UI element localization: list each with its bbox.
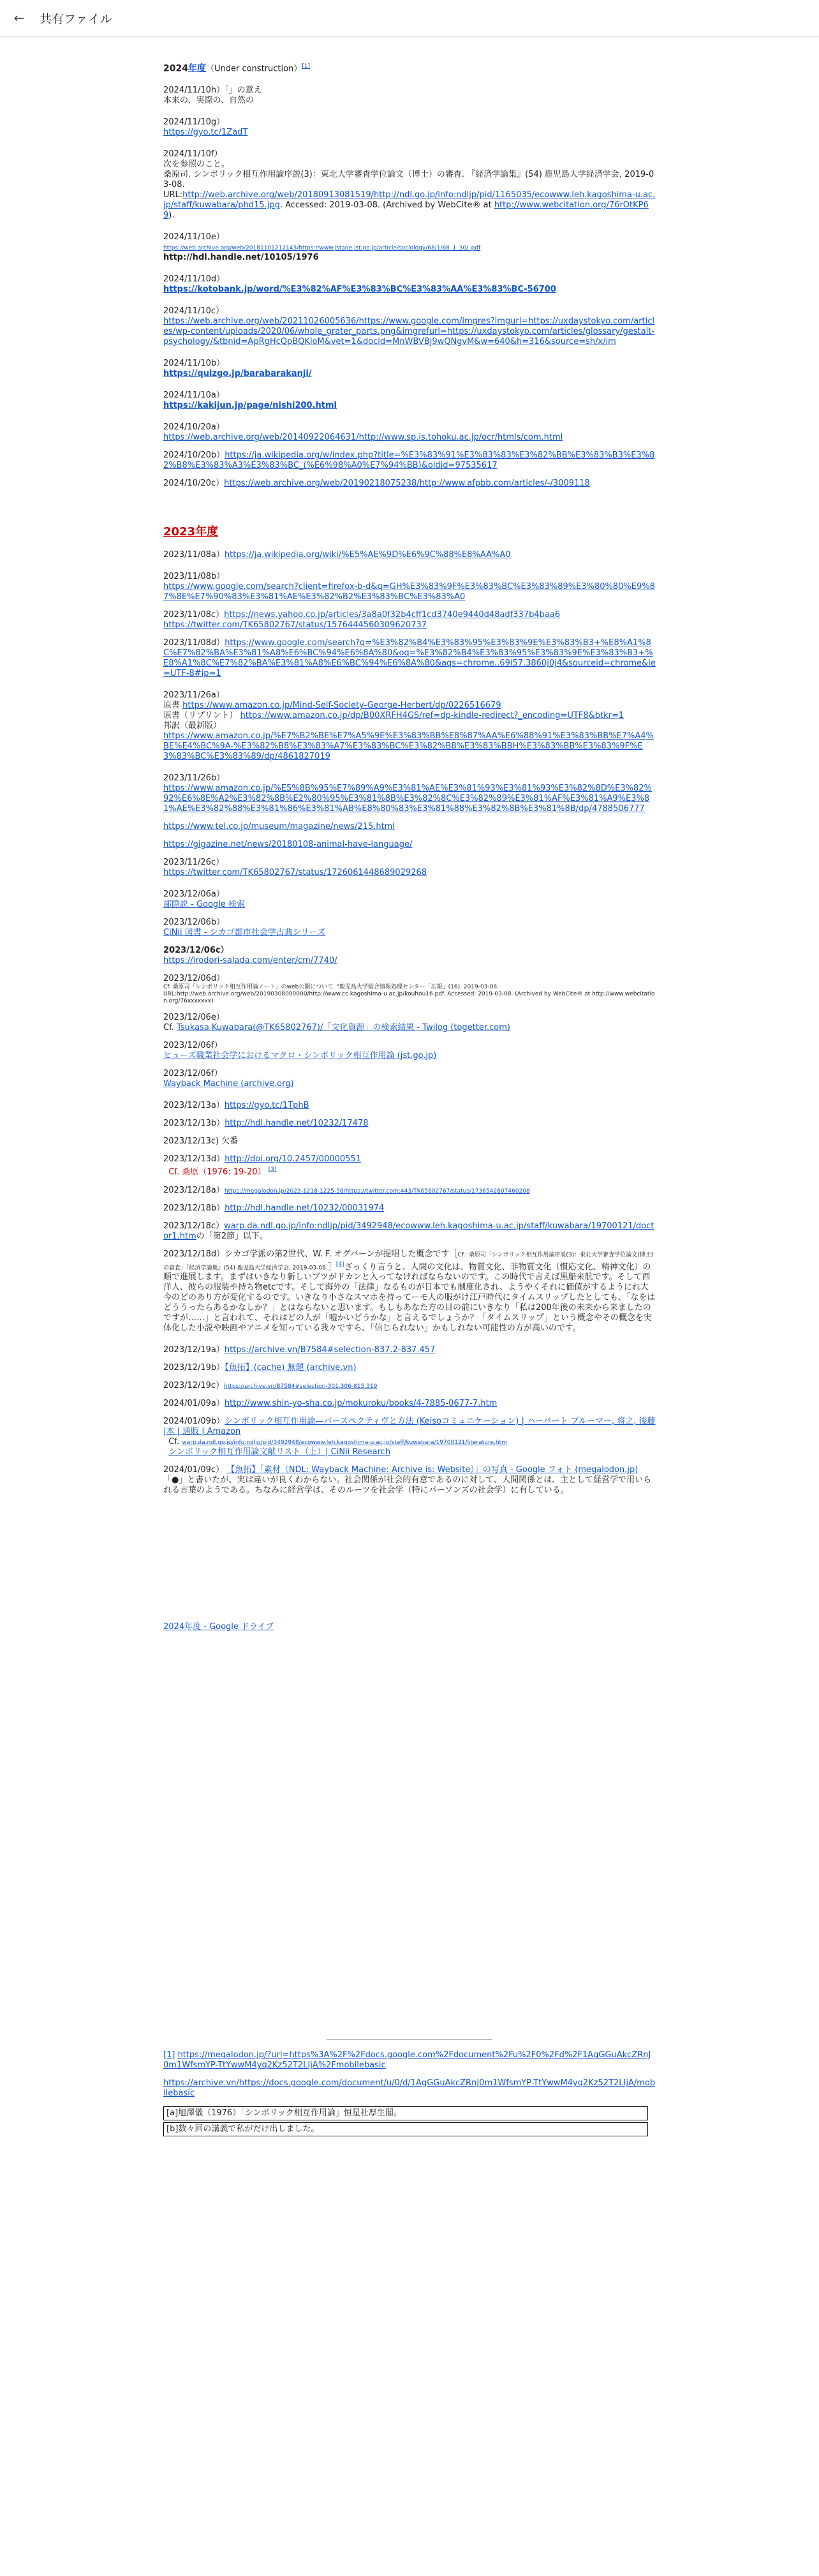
entry-link[interactable]: warp.da.ndl.go.jp/info:ndljp/pid/3492948/ecowww.leh.kagoshima-u.ac.jp/staff/kuwabara/19700121/doctor1.htm	[163, 1221, 654, 1241]
entry-2024-01-09b	[163, 1417, 656, 1457]
entry-link[interactable]: シンボリック相互作用論文献リスト（上）| CiNii Research	[168, 1447, 391, 1457]
entry-date: 2023/12/06f）	[163, 1041, 223, 1051]
entry-2023-12-06a	[163, 890, 656, 910]
footnote-ref[interactable]: [1]	[302, 63, 311, 70]
entry-date: 2023/12/06d）	[163, 974, 225, 984]
entry-date: 2023/12/06c）	[163, 946, 229, 956]
entry-2023-12-06f-2	[163, 1069, 656, 1089]
entry-2024-10-20a	[163, 422, 656, 443]
entry-2023-11-08a	[163, 550, 656, 560]
cf-label: Cf.	[163, 1023, 174, 1033]
entry-link[interactable]: https://gyo.tc/1ZadT	[163, 128, 248, 138]
document-body	[163, 61, 656, 2138]
entry-date: 2024/10/20a）	[163, 422, 225, 433]
drive-link-row	[163, 1622, 656, 1632]
entry-2024-11-10f	[163, 149, 656, 221]
heading-nendo-link[interactable]: 年度	[188, 63, 206, 74]
entry-date: 2023/11/08d）	[163, 638, 225, 648]
entry-link-tel	[163, 822, 656, 832]
entry-date: 2023/12/06f）	[163, 1069, 223, 1079]
entry-link[interactable]: シンボリック相互作用論—パースペクティヴと方法 (Keisoコミュニケーション) | ハーバート ブルーマー, 将之, 後藤 |本 | 通販 | Amazon	[163, 1416, 656, 1436]
entry-2023-11-26b	[163, 773, 656, 814]
entry-link-gigazine	[163, 840, 656, 850]
entry-2023-12-06f	[163, 1041, 656, 1061]
comment-box[interactable]: [a]旭澤儀（1976）「シンボリック相互作用論」恒星社厚生閣。	[163, 2106, 648, 2120]
entry-2024-11-10c	[163, 306, 656, 347]
entry-2023-12-18b	[163, 1203, 656, 1214]
entry-link[interactable]: https://www.google.com/search?client=firefox-b-d&q=GH%E3%83%9F%E3%83%BC%E3%83%89%E3%80%80%E9%87%8E%E7%90%83%E3%81%AE%E3%82%B2%E3%83%BC%E3%83%A0	[163, 582, 655, 602]
entry-2023-12-13c	[163, 1136, 656, 1147]
entry-date: 2023/11/26b）	[163, 773, 225, 784]
footnote-ref[interactable]: [4]	[336, 1261, 344, 1268]
entry-link[interactable]: https://kotobank.jp/word/%E3%82%AF%E3%83%BC%E3%83%AA%E3%83%BC-56700	[163, 285, 556, 295]
page-title: 共有ファイル	[40, 12, 112, 26]
entry-text: の「第2節」以下。	[196, 1231, 268, 1241]
entry-2023-12-06d	[163, 974, 656, 1005]
blank-gap	[163, 1507, 656, 1622]
entry-label: 邦訳（最新版）	[163, 721, 222, 731]
entry-link[interactable]: https://www.amazon.co.jp/dp/B00XRFH4GS/ref=dp-kindle-redirect?_encoding=UTF8&btkr=1	[240, 711, 624, 721]
entry-link[interactable]: https://twitter.com/TK65802767/status/1576444560309620737	[163, 620, 427, 630]
entry-citation: Cf. 桑原司「シンボリック相互作用論ノート」のweb公開について. "鹿児島大学総合情報処理センター「広報」(16). 2019-03-08.	[163, 984, 499, 991]
entry-date: 2024/11/10f）	[163, 149, 223, 160]
entry-link[interactable]: https://web.archive.org/web/20140922064631/http://www.sp.is.tohoku.ac.jp/ocr/htmls/com.html	[163, 433, 563, 443]
entry-2023-11-08b	[163, 572, 656, 602]
entry-link[interactable]: CiNii 図書 - シカゴ都市社会学古典シリーズ	[163, 928, 326, 938]
entry-link[interactable]: http://hdl.handle.net/10232/17478	[225, 1119, 369, 1129]
entry-date: 2024/11/10b）	[163, 359, 225, 369]
entry-2024-11-10e: 2024/11/10e） https://web.archive.org/web/20181101212143/https://www.jstage.jst.go.jp/article/sociology/68/1/68_1_30/_pdf http://hdl.handle.net/10105/1976	[163, 232, 656, 263]
entry-text: 2024/11/10h）「」の意え	[163, 86, 262, 96]
entry-date: 2024/11/10c）	[163, 306, 225, 316]
entry-2023-12-13b	[163, 1119, 656, 1129]
entry-link[interactable]: https://www.google.com/search?q=%E3%82%B4%E3%83%95%E3%83%9E%E3%83%B3+%E8%A1%8C%E7%82%BA%E3%81%A8%E6%BC%94%E6%8A%80&oq=%E3%82%B4%E3%83%95%E3%83%9E%E3%83%B3+%E8%A1%8C%E7%82%BA%E3%81%A8%E6%BC%94%E6%8A%80&aqs=chrome..69i57.3860j0j4&sourceid=chrome&ie=UTF-8#ip=1	[163, 638, 656, 679]
entry-label: 原書（リプリント）	[163, 711, 238, 721]
entry-date: 2023/12/13b）	[163, 1119, 225, 1129]
entry-link[interactable]: https://news.yahoo.co.jp/articles/3a8a0f32b4cff1cd3740e9440d48adf337b4baa6	[224, 610, 561, 620]
entry-link[interactable]: https://gyo.tc/1TphB	[224, 1101, 309, 1111]
entry-date: 2023/12/18b）	[163, 1203, 225, 1213]
entry-link[interactable]: https://archive.vn/B7584#selection-837.2-837.457	[224, 1344, 436, 1355]
section-heading-2023: 2023年度	[163, 525, 219, 539]
footnote-divider	[327, 2039, 492, 2040]
entry-2024-01-09c	[163, 1465, 656, 1496]
entry-text: 次を参照のこと。	[163, 160, 230, 170]
comment-box[interactable]: [b]数々回の講義で私がだけ出しました。	[163, 2122, 648, 2136]
entry-2023-11-26c	[163, 858, 656, 878]
entry-link[interactable]: http://www.shin-yo-sha.co.jp/mokuroku/books/4-7885-0677-7.htm	[224, 1398, 498, 1408]
footnote-link[interactable]: https://megalodon.jp/?url=https%3A%2F%2Fdocs.google.com%2Fdocument%2Fu%2F0%2Fd%2F1AgGGuAkcZRnJ0m1WfsmYP-TtYwwM4yq2Kz52T2LIjA%2Fmobilebasic	[163, 2050, 651, 2070]
entry-2023-12-18d: 2023/12/18d）シカゴ学派の第2世代、W. F. オグバーンが提唱した概念です［Cf.: 桑原司「シンボリック相互作用論序説(3)：東北大学審査学位論文(博士)の審査」『経済学論集』(54) 鹿児島大学経済学会, 2019-03-08.］[4]ざっくり言うと、人間の文化は、物質文化、非物質文化（慣応文化、精神文化）の順で進展します。まずはいきなり新しいブツがドカンと入ってなければならないのです。この時代で言えば黒船来航です。そして西洋人、彼らの服装や持ち物etcです。そして海外の「法律」なるものが日本でも制度化され、ようやくそれに価値がするようにれ大今のどのあり方が変化するのです。いきなり小さなスマホを持ってーモ人の服がけ江戸時代にタイムスリップしたとしても、「なをはどううったらあるかなしか？」とはならないと思います。もしもあなた方の目の前にいきなり「私は200年後の未来から来ましたのですが……」と言われて、それはどの人が「嘘かいどうかな」と言えるでしょうか？「タイムスリップ」という概念やその概念を実体化した小説や映画やアニメを知っている我々ですら、「信じられない」かもしれない可能性の方が高いのです。	[163, 1249, 656, 1333]
entry-date: 2023/12/18d）	[163, 1249, 225, 1259]
entry-2023-12-19c	[163, 1381, 656, 1391]
entry-label: 原書	[163, 701, 181, 711]
entry-date: 2023/12/18c）	[163, 1221, 225, 1231]
entry-link-small[interactable]: https://archive.vn/B7584#selection-301.306-815.319	[224, 1383, 378, 1390]
entry-link[interactable]: http://www.webcitation.org/76rOtKP69	[163, 200, 649, 221]
entry-link[interactable]: 【魚拓】「素材（NDL: Wayback Machine: Archive is: Website）」の写真 - Google フォト (megalodon.jp)	[226, 1464, 638, 1475]
entry-2023-11-08c	[163, 610, 656, 630]
entry-link[interactable]: ヒューズ職業社会学におけるマクロ・シンボリック相互作用論 (jst.go.jp)	[163, 1051, 437, 1061]
entry-date: 2023/12/06a）	[163, 890, 225, 900]
entry-2024-01-09a	[163, 1399, 656, 1409]
entry-date: 2023/12/06b）	[163, 918, 225, 928]
entry-date: 2024/01/09c）	[163, 1464, 225, 1475]
entry-link[interactable]: https://twitter.com/TK65802767/status/1726061448689029268	[163, 868, 427, 878]
heading-note: （Under construction）	[205, 64, 302, 74]
entry-paragraph: ざっくり言うと、人間の文化は、物質文化、非物質文化（慣応文化、精神文化）の順で進展します。まずはいきなり新しいブツがドカンと入ってなければならないのです。この時代で言えば黒船来航です。そして西洋人、彼らの服装や持ち物etcです。そして海外の「法律」なるものが日本でも制度化され、ようやくそれに価値がするようにれ大今のどのあり方が変化するのです。いきなり小さなスマホを持ってーモ人の服がけ江戸時代にタイムスリップしたとしても、「なをはどううったらあるかなしか？」とはならないと思います。もしもあなた方の目の前にいきなり「私は200年後の未来から来ましたのですが……」と言われて、それはどの人が「嘘かいどうかな」と言えるでしょうか？「タイムスリップ」という概念やその概念を実体化した小説や映画やアニメを知っている我々ですら、「信じられない」かもしれない可能性の方が高いのです。	[163, 1262, 656, 1333]
entry-link[interactable]: https://www.tel.co.jp/museum/magazine/news/215.html	[163, 822, 395, 832]
entry-2024-11-10a	[163, 391, 656, 411]
top-bar	[0, 0, 819, 36]
entry-date: 2024/11/10d）	[163, 274, 225, 285]
entry-link[interactable]: 【魚拓】(cache) 無題 (archive.vn)	[225, 1362, 357, 1373]
entry-2024-10-20b	[163, 450, 656, 471]
entry-2023-12-19b	[163, 1363, 656, 1373]
back-arrow-icon[interactable]: ←	[13, 10, 25, 26]
entry-link[interactable]: https://web.archive.org/web/20190218075238/http://www.afpbb.com/articles/-/3009118	[224, 479, 590, 489]
footnote-link[interactable]: https://archive.vn/https://docs.google.com/document/u/0/d/1AgGGuAkcZRnJ0m1WfsmYP-TtYwwM4yq2Kz52T2LIjA/mobilebasic	[163, 2078, 656, 2098]
entry-link-bold[interactable]: http://hdl.handle.net/10105/1976	[163, 253, 319, 263]
entry-link[interactable]: https://www.amazon.co.jp/%E5%8B%95%E7%89%A9%E3%81%AE%E3%81%93%E3%81%93%E3%82%8D%E3%82%92%E6%8E%A2%E3%82%8B%E2%80%95%E3%81%8B%E3%82%8C%E3%82%89%E3%81%AF%E3%81%A9%E3%81%AE%E3%82%88%E3%81%86%E3%81%AB%E8%80%83%E3%81%88%E3%82%8B%E3%81%8B/dp/4788506777	[163, 784, 652, 814]
entry-link[interactable]: http://web.archive.org/web/20180913081519/http://ndl.go.jp/info:ndljp/pid/1165035/ecowww.leh.kagoshima-u.ac.jp/staff/kuwabara/phd15.jpg	[163, 190, 656, 211]
footnote-2	[163, 2078, 656, 2099]
entry-date: 2023/12/13d）	[163, 1154, 225, 1165]
entry-text: 桑原司. シンボリック相互作用論序説(3)：東北大学審査学位論文（博士）の審査. 『経済学論集』(54) 鹿児島大学経済学会, 2019-03-08.	[163, 170, 654, 190]
entry-date: 2024/11/10g）	[163, 117, 225, 128]
entry-citation: Cf.: 桑原司「シンボリック相互作用論序説(3)：東北大学審査学位論文(博士)の審査」『経済学論集』(54) 鹿児島大学経済学会, 2019-03-08.	[163, 1251, 654, 1271]
entry-link[interactable]: https://ja.wikipedia.org/wiki/%E5%AE%9D%E6%9C%88%E8%AA%A0	[224, 550, 511, 560]
entry-link-small[interactable]: https://megalodon.jp/2023-1218-1225-56/https://twitter.com:443/TK65802767/status/1736542807460208	[224, 1187, 530, 1195]
doc-heading	[163, 61, 656, 74]
entry-link[interactable]: https://quizgo.jp/barabarakanji/	[163, 369, 312, 379]
entry-link[interactable]: https://web.archive.org/web/20211026005636/https://www.google.com/imgres?imgurl=https://uxdaystokyo.com/articles/wp-content/uploads/2020/06/whole_grater_parts.png&imgrefurl=https://uxdaystokyo.com/articles/glossary/gestalt-psychology/&tbnid=ApRgHcQpBQKloM&vet=1&docid=MnWBVBj9wQNgvM&w=640&h=316&source=sh/x/im	[163, 316, 655, 347]
entry-date: 2023/12/13a）	[163, 1101, 225, 1111]
entry-date: 2023/12/19c）	[163, 1380, 225, 1390]
entry-link[interactable]: https://ja.wikipedia.org/w/index.php?title=%E3%83%91%E3%83%83%E3%82%BB%E3%83%B3%E3%82%B8%E3%83%A3%E3%83%BC_(%E6%98%A0%E7%94%BB)&oldid=97535617	[163, 450, 655, 471]
entry-2023-12-13a	[163, 1101, 656, 1111]
entry-link-small[interactable]: https://web.archive.org/web/20181101212143/https://www.jstage.jst.go.jp/article/sociology/68/1/68_1_30/_pdf	[163, 245, 481, 252]
entry-2023-12-19a	[163, 1345, 656, 1355]
entry-link[interactable]: 部際説 - Google 検索	[163, 900, 245, 910]
entry-2024-11-10b	[163, 359, 656, 379]
entry-link[interactable]: http://doi.org/10.2457/00000551	[225, 1154, 361, 1165]
entry-date: 2023/12/19a）	[163, 1344, 225, 1355]
entry-link[interactable]: https://kakijun.jp/page/nishi200.html	[163, 401, 337, 411]
entry-date: 2023/12/19b）	[163, 1362, 225, 1373]
entry-date: 2024/01/09b）	[163, 1416, 225, 1426]
entry-link[interactable]: https://gigazine.net/news/20180108-animal-have-language/	[163, 840, 413, 850]
entry-date: 2023/11/08b）	[163, 572, 225, 582]
cf-label: Cf.	[168, 1436, 180, 1447]
entry-date: 2024/11/10a）	[163, 391, 225, 401]
entry-citation: Cf. 桑原（1976: 19-20）	[168, 1167, 266, 1177]
entry-2023-12-06c	[163, 946, 656, 966]
entry-date: 2023/11/08a）	[163, 550, 225, 560]
entry-2023-11-26a	[163, 690, 656, 762]
entry-link[interactable]: https://www.amazon.co.jp/%E7%B2%BE%E7%A5%9E%E3%83%BB%E8%87%AA%E6%88%91%E3%83%BB%E7%A4%BE%E4%BC%9A-%E3%82%B8%E3%83%A7%E3%83%BC%E3%82%B8%E3%83%BBH%E3%83%BB%E3%83%9F%E3%83%BC%E3%83%89/dp/4861827019	[163, 731, 654, 762]
entry-2023-12-06b	[163, 918, 656, 938]
entry-date: 2024/10/20b）	[163, 450, 225, 461]
blank-gap	[163, 1644, 656, 2039]
entry-link[interactable]: https://www.amazon.co.jp/Mind-Self-Society-George-Herbert/dp/0226516679	[182, 701, 501, 711]
entry-paragraph: 「●」と書いたが、実は違いが良くわからない。社会関係が社会的有意であるのに対して、人間関係とは、主として経営学で用いられる言葉のようである。ちなみに経営学は、そのルーツを社会学（特にパーソンズの社会学）に有している。	[163, 1475, 652, 1495]
entry-2023-12-18a	[163, 1186, 656, 1196]
entry-link[interactable]: Wayback Machine (archive.org)	[163, 1079, 294, 1089]
footnote-ref[interactable]: [3]	[268, 1166, 277, 1173]
entry-date: 2023/12/06e）	[163, 1013, 225, 1023]
entry-text: ).	[168, 211, 175, 221]
footnote-label[interactable]: [1]	[163, 2050, 175, 2060]
entry-text: 本来の、実際の、自然の	[163, 96, 254, 106]
entry-2024-11-10d	[163, 274, 656, 295]
entry-date: 2023/11/26a）	[163, 690, 225, 701]
entry-date: 2023/11/26c）	[163, 858, 225, 868]
entry-2024-11-10g	[163, 117, 656, 138]
footnote-1	[163, 2050, 656, 2071]
entry-date: 2023/11/08c）	[163, 610, 225, 620]
entry-date: 2024/01/09a）	[163, 1398, 225, 1408]
entry-text: 2023/12/13c) 欠番	[163, 1136, 239, 1147]
entry-2024-11-10h	[163, 86, 656, 106]
entry-2023-11-08d	[163, 638, 656, 679]
entry-2024-10-20c	[163, 479, 656, 489]
entry-link[interactable]: https://irodori-salada.com/enter/cm/7740/	[163, 956, 337, 966]
entry-text: シカゴ学派の第2世代、W. F. オグバーンが提唱した概念です［	[225, 1249, 458, 1259]
url-label: URL:	[163, 190, 183, 200]
entry-2023-12-18c	[163, 1221, 656, 1242]
entry-2023-12-06e	[163, 1013, 656, 1033]
entry-date: 2024/10/20c）	[163, 479, 225, 489]
entry-date: 2023/12/18a）	[163, 1185, 225, 1195]
entry-link[interactable]: Tsukasa Kuwabara(@TK65802767)/「文化資源」の検索結果 - Twilog (togetter.com)	[176, 1023, 510, 1033]
entry-text: . Accessed: 2019-03-08. (Archived by WebCite® at	[279, 200, 492, 211]
google-drive-link[interactable]: 2024年度 - Google ドライブ	[163, 1621, 274, 1632]
entry-citation-url: URL:http://web.archive.org/web/20190308000000/http://www.cc.kagoshima-u.ac.jp/kouhou16.pdf. Accessed: 2019-03-08. (Archived by WebCite® at http://www.webcitation.org/76xxxxxxx)	[163, 991, 655, 1005]
entry-link-small[interactable]: warp.da.ndl.go.jp/info:ndljp/pid/3492948/ecowww.leh.kagoshima-u.ac.jp/staff/kuwabara/19700121/literature.htm	[182, 1439, 507, 1446]
heading-year: 2024	[163, 63, 188, 74]
entry-link[interactable]: http://hdl.handle.net/10232/00031974	[225, 1203, 385, 1213]
entry-2023-12-13d	[163, 1154, 656, 1177]
